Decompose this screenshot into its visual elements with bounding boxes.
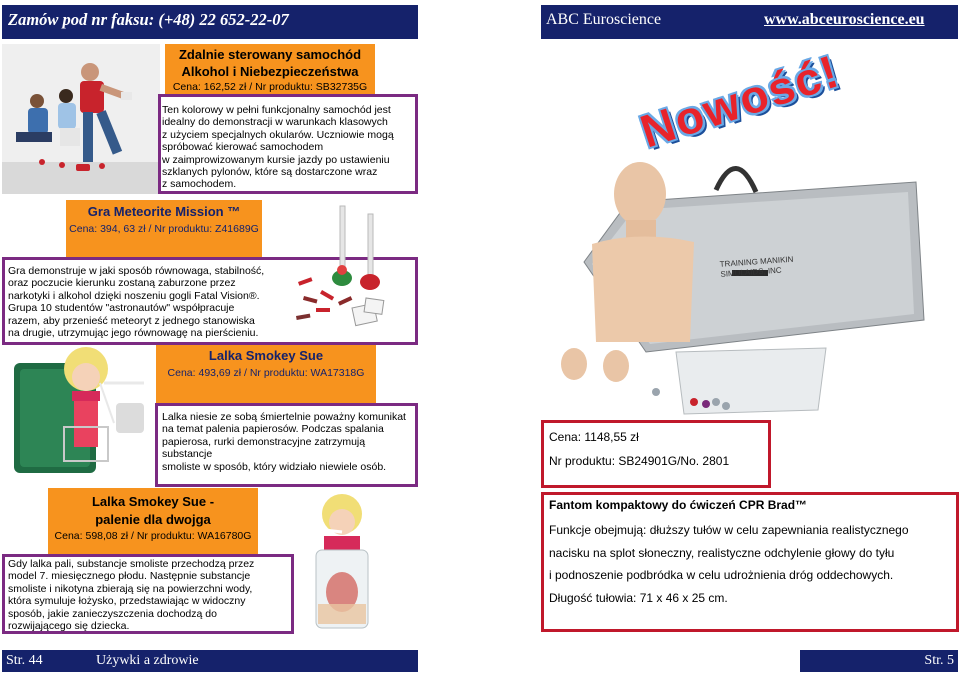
meteorite-desc-line: Gra demonstruje w jaki sposób równowaga, stabilność, (8, 265, 265, 277)
car-classroom-photo (2, 44, 160, 194)
meteorite-title: Gra Meteorite Mission ™ (87, 204, 241, 219)
footer-right-page: Str. 5 (924, 653, 954, 668)
meteorite-description (8, 265, 270, 339)
cpr-description (549, 519, 955, 609)
smokey-desc-line: smoliste w sposób, który widziało niewiele osób. (162, 460, 387, 473)
meteorite-desc-line: narkotyki i alkohol dzięki noszeniu gogli Fatal Vision®. (8, 289, 260, 302)
smokey-description (162, 411, 416, 473)
smokey-double-description (8, 558, 292, 632)
car-description (162, 104, 416, 191)
meteorite-desc-line: na drugie, utrzymując jego równowagę na pierścieniu. (8, 327, 259, 340)
meteorite-price: Cena: 394, 63 zł / Nr produktu: Z41689G (69, 223, 259, 235)
car-desc-line: z użyciem specjalnych okularów. Uczniowie mogą (162, 128, 394, 141)
header-company: ABC Euroscience (546, 11, 662, 28)
smokey-desc-line: papierosa, rurki demonstracyjne zatrzymują substancje (162, 435, 366, 461)
smokey-desc-line: na temat palenia papierosów. Podczas spalania (162, 423, 384, 436)
car-desc-line: Ten kolorowy w pełni funkcjonalny samochód jest (162, 104, 391, 116)
cpr-price: Cena: 1148,55 zł (549, 430, 639, 444)
car-title-1: Zdalnie sterowany samochód (178, 47, 362, 62)
smokey-double-title-1: Lalka Smokey Sue - (91, 494, 215, 509)
cpr-size: Długość tułowia: 71 x 46 x 25 cm. (549, 590, 728, 605)
new-badge-text: Nowość! (634, 44, 846, 158)
smokey-double-desc-line: sposób, jakie zanieczyszczenia dochodzą do (8, 607, 217, 620)
meteorite-desc-line: razem, aby przenieść meteoryt z jednego stanowiska (8, 314, 255, 327)
smokey-double-desc-line: Gdy lalka pali, substancje smoliste przechodzą przez (8, 558, 255, 570)
smokey-double-title-2: palenie dla dwojga (95, 512, 211, 527)
car-desc-line: szklanych pylonów, które są dostarczone wraz (162, 166, 378, 179)
cpr-title: Fantom kompaktowy do ćwiczeń CPR Brad™ (549, 498, 808, 512)
cpr-manikin-photo (556, 152, 956, 417)
smokey-double-photo (296, 492, 388, 632)
meteorite-desc-line: oraz poczucie kierunku zostaną zaburzone przez (8, 277, 236, 290)
cpr-desc-line: i podnoszenie podbródka w celu udrożnienia dróg oddechowych. (549, 568, 894, 582)
cpr-desc-line: Funkcje obejmują: dłuższy tułów w celu zapewniania realistycznego (549, 523, 909, 537)
cpr-product-number: Nr produktu: SB24901G/No. 2801 (549, 454, 730, 468)
car-desc-line: idealny do demonstracji w warunkach klasowych (162, 116, 388, 129)
car-desc-line: w zaimprowizowanym kursie jazdy po ustawieniu (162, 153, 390, 166)
smokey-price: Cena: 493,69 zł / Nr produktu: WA17318G (167, 367, 365, 379)
smokey-double-price: Cena: 598,08 zł / Nr produktu: WA16780G (54, 530, 252, 542)
cpr-bag-label: TRAINING MANIKIN SIMULAIDS, INC (719, 254, 794, 279)
car-desc-line: spróbować kierować samochodem (162, 141, 324, 154)
header-website[interactable]: www.abceuroscience.eu (764, 11, 925, 28)
smokey-sue-photo (4, 343, 154, 483)
car-desc-line: z samochodem. (162, 178, 237, 191)
cpr-desc-line: nacisku na splot słoneczny, realistyczne odchylenie głowy do tyłu (549, 545, 895, 560)
meteorite-desc-line: Grupa 10 studentów "astronautów" współpracuje (8, 302, 235, 315)
smokey-double-desc-line: rozwijającego się dziecka. (8, 620, 130, 633)
car-price: Cena: 162,52 zł / Nr produktu: SB32735G (172, 81, 368, 93)
footer-left-page: Str. 44 (6, 653, 43, 668)
header-fax: Zamów pod nr faksu: (+48) 22 652-22-07 (8, 10, 289, 29)
smokey-desc-line: Lalka niesie ze sobą śmiertelnie poważny komunikat (162, 411, 406, 423)
smokey-double-desc-line: która symuluje łożysko, przedstawiając w widoczny (8, 595, 246, 608)
smokey-double-desc-line: smoliste i nikotyna zbierają się na powierzchni wody, (8, 582, 253, 595)
footer-section: Używki a zdrowie (96, 653, 199, 668)
meteorite-game-photo (292, 198, 392, 338)
smokey-double-desc-line: model 7. miesięcznego płodu. Następnie substancje (8, 570, 251, 583)
car-title-2: Alkohol i Niebezpieczeństwa (181, 64, 359, 79)
smokey-title: Lalka Smokey Sue (208, 348, 324, 363)
footer-left-bar (2, 650, 418, 672)
